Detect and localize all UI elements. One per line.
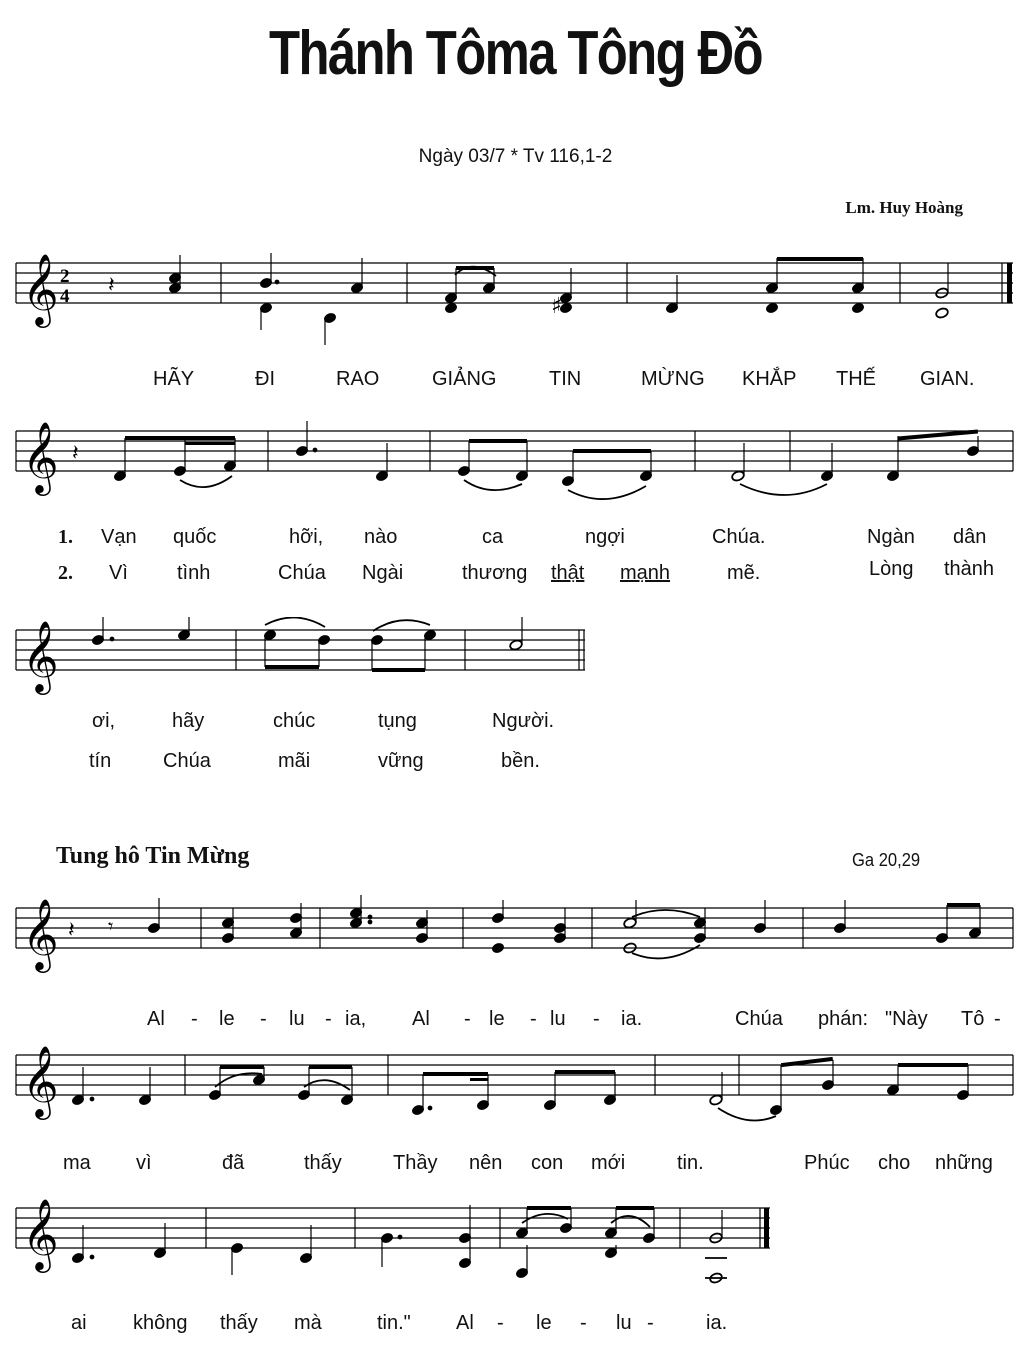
verse-number: 2. <box>58 562 73 584</box>
lyric: đã <box>222 1152 245 1174</box>
lyric: ơi, <box>92 710 116 732</box>
lyric: Thầy <box>393 1152 438 1174</box>
lyric: dân <box>953 526 987 548</box>
svg-text:2: 2 <box>60 266 70 287</box>
lyric: - <box>580 1312 587 1334</box>
lyric: - <box>994 1008 1001 1030</box>
lyric: ĐI <box>255 368 275 390</box>
lyric: tụng <box>378 710 417 732</box>
lyric: hãy <box>172 710 205 732</box>
lyric: - <box>593 1008 600 1030</box>
lyric: phán: <box>818 1008 869 1030</box>
lyric: - <box>464 1008 471 1030</box>
lyric: TIN <box>549 368 582 390</box>
acclamation-staff-3 <box>0 1195 1031 1295</box>
lyric: MỪNG <box>641 368 705 390</box>
lyric: "Này <box>885 1008 928 1030</box>
lyric: vì <box>136 1152 152 1174</box>
lyric: Chúa <box>735 1008 783 1030</box>
lyric: thấy <box>304 1152 342 1174</box>
song-subtitle: Ngày 03/7 * Tv 116,1-2 <box>418 146 613 167</box>
lyric: - <box>325 1008 332 1030</box>
svg-text:𝄞: 𝄞 <box>22 1044 59 1117</box>
composer: Lm. Huy Hoàng <box>845 198 963 217</box>
lyric: ma <box>63 1152 91 1174</box>
lyric: lu <box>550 1008 566 1030</box>
lyric: Người. <box>492 710 555 732</box>
lyric: tin. <box>677 1152 704 1174</box>
svg-text:𝄞: 𝄞 <box>22 252 59 325</box>
lyric: Tô <box>961 1008 985 1030</box>
svg-text:♯: ♯ <box>551 294 562 319</box>
lyric: - <box>260 1008 267 1030</box>
lyric: Chúa. <box>712 526 766 548</box>
lyric: mẽ. <box>727 562 761 584</box>
acclamation-staff-2 <box>0 1042 1031 1142</box>
lyric: mà <box>294 1312 322 1334</box>
lyric: mãi <box>278 750 311 772</box>
lyric: Vì <box>109 562 128 584</box>
lyric: - <box>497 1312 504 1334</box>
svg-text:𝄞: 𝄞 <box>22 1197 59 1270</box>
lyric: lu <box>616 1312 632 1334</box>
lyric: RAO <box>336 368 380 390</box>
lyric: - <box>530 1008 537 1030</box>
lyric: Lòng <box>869 558 914 580</box>
lyric: ia, <box>345 1008 367 1030</box>
lyric: Vạn <box>101 526 137 548</box>
lyric: con <box>531 1152 564 1174</box>
svg-text:𝄾: 𝄾 <box>108 914 114 938</box>
lyric: tin." <box>377 1312 411 1334</box>
lyric: thành <box>944 558 995 580</box>
lyric: những <box>935 1152 993 1174</box>
lyric-underlined: mạnh <box>620 562 671 584</box>
lyric: Al <box>412 1008 430 1030</box>
lyric: le <box>219 1008 235 1030</box>
psalm-staff-3 <box>0 617 1031 707</box>
lyric: ia. <box>706 1312 728 1334</box>
scripture-reference: Ga 20,29 <box>852 850 921 870</box>
svg-text:4: 4 <box>60 286 70 307</box>
lyric: nên <box>469 1152 503 1174</box>
lyric: vững <box>378 750 424 772</box>
lyric: Ngài <box>362 562 404 584</box>
lyric: Chúa <box>278 562 326 584</box>
lyric: Ngàn <box>867 526 915 548</box>
lyric: THẾ <box>836 368 876 390</box>
acclamation-staff-1 <box>0 895 1031 985</box>
svg-text:𝄽: 𝄽 <box>72 441 79 466</box>
lyric: hỡi, <box>289 526 324 548</box>
lyric: bền. <box>501 750 540 772</box>
svg-text:𝄽: 𝄽 <box>68 918 75 943</box>
lyric: le <box>489 1008 505 1030</box>
lyric: ai <box>71 1312 87 1334</box>
lyric: Phúc <box>804 1152 850 1174</box>
lyric: nào <box>364 526 398 548</box>
lyric: - <box>647 1312 654 1334</box>
lyric: tình <box>177 562 211 584</box>
lyric: HÃY <box>153 368 195 390</box>
lyric: Chúa <box>163 750 211 772</box>
section-heading: Tung hô Tin Mừng <box>56 843 250 869</box>
lyric: GIAN. <box>920 368 975 390</box>
lyric: không <box>133 1312 188 1334</box>
lyric: quốc <box>173 526 217 548</box>
lyric: tín <box>89 750 112 772</box>
lyric: lu <box>289 1008 305 1030</box>
lyric: le <box>536 1312 552 1334</box>
song-title: Thánh Tôma Tông Đồ <box>269 19 762 88</box>
lyric: cho <box>878 1152 911 1174</box>
svg-text:𝄽: 𝄽 <box>108 273 115 298</box>
lyric: KHẮP <box>742 368 797 390</box>
lyric-underlined: thật <box>551 562 585 584</box>
lyric: GIẢNG <box>432 368 497 390</box>
lyric: chúc <box>273 710 316 732</box>
lyric: mới <box>591 1152 626 1174</box>
lyric: Al <box>456 1312 474 1334</box>
lyric: ca <box>482 526 504 548</box>
lyric: thấy <box>220 1312 258 1334</box>
svg-text:𝄞: 𝄞 <box>22 420 59 493</box>
lyric: ia. <box>621 1008 643 1030</box>
svg-text:𝄞: 𝄞 <box>22 619 59 692</box>
svg-text:𝄞: 𝄞 <box>22 897 59 970</box>
verse-number: 1. <box>58 526 73 548</box>
psalm-staff-2 <box>0 418 1031 518</box>
lyric: - <box>191 1008 198 1030</box>
lyric: thương <box>462 562 528 584</box>
lyric: ngợi <box>585 526 625 548</box>
lyric: Al <box>147 1008 165 1030</box>
psalm-staff-1 <box>0 250 1031 350</box>
